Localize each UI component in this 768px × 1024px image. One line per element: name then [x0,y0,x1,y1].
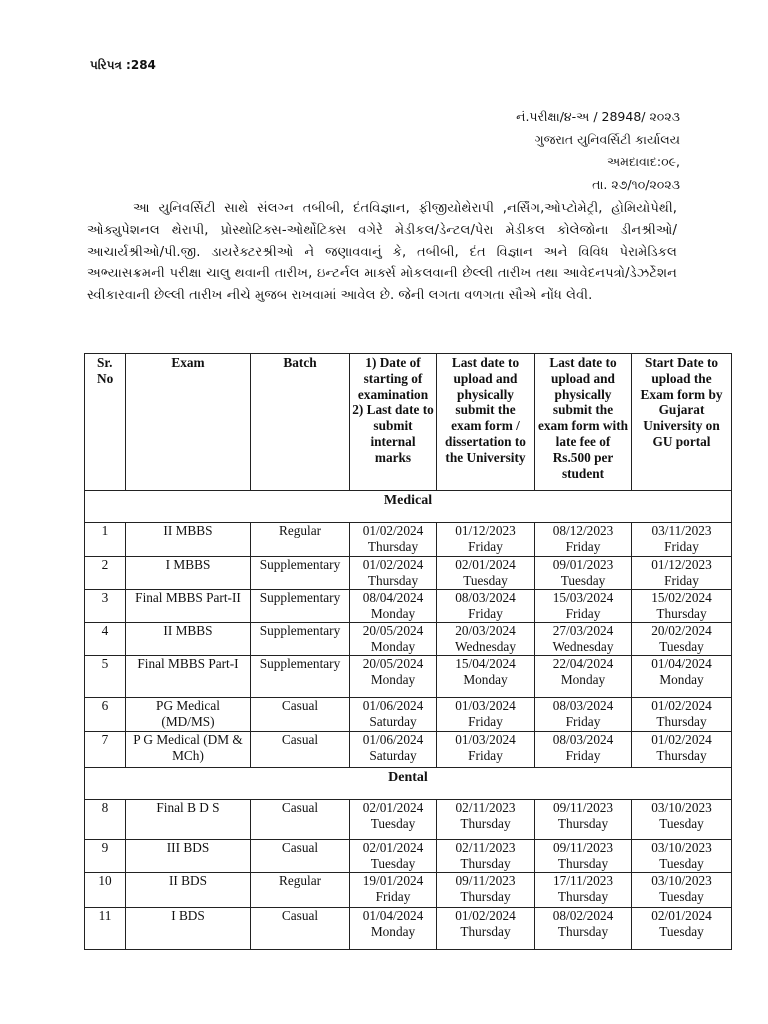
cell-last-date-late-fee [535,732,632,768]
date-value: 15/04/2024 [455,656,516,671]
cell-exam: I MBBS [126,557,251,590]
cell-last-date-late-fee [535,590,632,623]
cell-batch: Supplementary [251,557,350,590]
weekday-value: Monday [370,671,416,687]
cell-last-date-submit [437,656,535,698]
date-value: 20/05/2024 [362,623,424,638]
weekday-value: Thursday [460,888,511,904]
cell-last-date-submit [437,800,535,840]
reference-block [516,106,680,196]
cell-batch: Casual [251,800,350,840]
cell-last-date-late-fee [535,908,632,950]
date-value: 09/11/2023 [455,873,516,888]
weekday-value: Tuesday [560,572,606,588]
date-value: 20/05/2024 [362,656,424,671]
section-title: Dental [85,768,732,800]
date-value: 03/11/2023 [651,523,712,538]
weekday-value: Tuesday [659,923,704,939]
cell-portal-start-date [632,557,732,590]
table-row [85,590,732,623]
weekday-value: Tuesday [659,855,704,871]
intro-paragraph: આ યુનિવર્સિટી સાથે સંલગ્ન તબીબી, દંતવિજ્ઞાન, ફીજીયોથેરાપી ,નર્સિંગ,ઓપ્ટોમેટ્રી, હોમિયોપેથી, ઓક્યુપેશનલ થેરાપી, પ્રોસ્થોટિક્સ-ઓર્થોટિક્સ વગેરે મેડીકલ/ડેન્ટલ/પેરા મેડીકલ કોલેજોના ડીનશ્રીઓ/આચાર્યશ્રીઓ/પી.જી. ડાયરેક્ટરશ્રીઓ ને જણાવવાનું કે, તબીબી, દંત વિજ્ઞાન અને વિવિધ પેરામેડિકલ અભ્યાસક્રમની પરીક્ષા ચાલુ થવાની તારીખ, ઇન્ટર્નલ માર્ક્સ મોકલવાની છેલ્લી તારીખ તથા આવેદનપત્રો/ડેઝર્ટેશન સ્વીકારવાની છેલ્લી તારીખ નીચે મુજબ રાખવામાં આવેલ છે. જેની લગતા વળગતા સૌએ નોંધ લેવી. [87,201,677,304]
weekday-value: Friday [468,713,503,729]
weekday-value: Thursday [367,572,419,588]
cell-exam: Final B D S [126,800,251,840]
cell-last-date-late-fee [535,523,632,557]
date-value: 01/06/2024 [362,698,424,713]
date-value: 01/04/2024 [651,656,712,671]
date-value: 09/01/2023 [552,557,614,572]
weekday-value: Tuesday [659,638,704,654]
cell-exam-start-date [350,800,437,840]
weekday-value: Monday [370,638,416,654]
cell-exam: PG Medical (MD/MS) [126,698,251,732]
header-last-date-submit: Last date to upload and physically submit the exam form / dissertation to the University [437,354,535,491]
cell-batch: Regular [251,523,350,557]
weekday-value: Friday [565,713,601,729]
cell-last-date-late-fee [535,840,632,873]
cell-batch: Casual [251,698,350,732]
date-value: 03/10/2023 [651,840,712,855]
cell-portal-start-date [632,840,732,873]
cell-portal-start-date [632,590,732,623]
cell-exam: II MBBS [126,523,251,557]
cell-exam-start-date [350,873,437,908]
date-value: 02/11/2023 [455,840,516,855]
cell-last-date-submit [437,908,535,950]
circular-date: તા. ૨૭/૧૦/૨૦૨૩ [592,176,680,192]
table-row [85,840,732,873]
cell-last-date-late-fee [535,623,632,656]
weekday-value: Monday [560,671,606,687]
cell-batch: Casual [251,840,350,873]
weekday-value: Tuesday [659,888,704,904]
table-row [85,656,732,698]
date-value: 01/03/2024 [455,732,516,747]
cell-batch: Casual [251,732,350,768]
cell-sr-no: 2 [85,557,126,590]
cell-exam-start-date [350,732,437,768]
cell-exam: Final MBBS Part-I [126,656,251,698]
cell-batch: Supplementary [251,623,350,656]
date-value: 20/03/2024 [455,623,516,638]
date-value: 02/01/2024 [651,908,712,923]
date-value: 20/02/2024 [651,623,712,638]
date-value: 17/11/2023 [552,873,614,888]
header-last-date-late-fee: Last date to upload and physically submit the exam form with late fee of Rs.500 per student [535,354,632,491]
weekday-value: Friday [565,605,601,621]
cell-last-date-submit [437,557,535,590]
date-value: 02/01/2024 [455,557,516,572]
cell-exam: Final MBBS Part-II [126,590,251,623]
cell-batch: Supplementary [251,656,350,698]
date-value: 27/03/2024 [552,623,614,638]
cell-exam-start-date [350,840,437,873]
weekday-value: Saturday [369,713,417,729]
date-value: 08/03/2024 [455,590,516,605]
cell-exam-start-date [350,523,437,557]
cell-portal-start-date [632,698,732,732]
date-value: 03/10/2023 [651,873,712,888]
cell-last-date-submit [437,590,535,623]
cell-last-date-late-fee [535,557,632,590]
cell-exam-start-date [350,698,437,732]
weekday-value: Friday [565,747,601,763]
cell-sr-no: 3 [85,590,126,623]
date-value: 01/12/2023 [651,557,712,572]
weekday-value: Tuesday [659,815,704,831]
office-place: અમદાવાદ:૦૯, [606,154,680,169]
weekday-value: Friday [664,538,699,554]
date-value: 01/02/2024 [362,523,424,538]
date-value: 08/03/2024 [552,698,614,713]
weekday-value: Thursday [460,815,511,831]
cell-last-date-late-fee [535,873,632,908]
weekday-value: Friday [375,888,411,904]
table-body [85,491,732,950]
date-value: 02/01/2024 [362,840,424,855]
table-row [85,908,732,950]
weekday-value: Thursday [557,815,609,831]
weekday-value: Friday [468,605,503,621]
cell-last-date-submit [437,623,535,656]
cell-portal-start-date [632,908,732,950]
table-row [85,800,732,840]
cell-portal-start-date [632,523,732,557]
table-row [85,557,732,590]
weekday-value: Friday [664,572,699,588]
cell-exam-start-date [350,656,437,698]
cell-portal-start-date [632,873,732,908]
date-value: 01/12/2023 [455,523,516,538]
weekday-value: Thursday [557,855,609,871]
weekday-value: Thursday [367,538,419,554]
weekday-value: Tuesday [370,855,416,871]
cell-batch: Supplementary [251,590,350,623]
cell-exam-start-date [350,908,437,950]
weekday-value: Thursday [460,923,511,939]
cell-sr-no: 4 [85,623,126,656]
cell-sr-no: 9 [85,840,126,873]
cell-last-date-submit [437,873,535,908]
cell-sr-no: 8 [85,800,126,840]
date-value: 01/03/2024 [455,698,516,713]
date-value: 09/11/2023 [552,800,614,815]
table-header-row [85,354,732,491]
weekday-value: Friday [565,538,601,554]
cell-portal-start-date [632,623,732,656]
cell-batch: Regular [251,873,350,908]
date-value: 01/02/2024 [651,698,712,713]
cell-exam: III BDS [126,840,251,873]
date-value: 01/02/2024 [651,732,712,747]
cell-exam: II MBBS [126,623,251,656]
date-value: 08/04/2024 [362,590,424,605]
date-value: 01/04/2024 [362,908,424,923]
date-value: 02/11/2023 [455,800,516,815]
weekday-value: Thursday [460,855,511,871]
weekday-value: Thursday [656,713,707,729]
date-value: 03/10/2023 [651,800,712,815]
cell-sr-no: 5 [85,656,126,698]
cell-exam-start-date [350,623,437,656]
cell-sr-no: 10 [85,873,126,908]
cell-exam: I BDS [126,908,251,950]
cell-last-date-late-fee [535,656,632,698]
weekday-value: Wednesday [552,638,614,654]
date-value: 08/02/2024 [552,908,614,923]
table-row [85,523,732,557]
cell-exam-start-date [350,590,437,623]
cell-exam-start-date [350,557,437,590]
weekday-value: Monday [370,605,416,621]
weekday-value: Saturday [369,747,417,763]
cell-last-date-late-fee [535,800,632,840]
date-value: 22/04/2024 [552,656,614,671]
header-sr-no: Sr. No [85,354,126,491]
exam-schedule-table [84,353,732,950]
table-row [85,873,732,908]
weekday-value: Monday [659,671,704,687]
weekday-value: Monday [370,923,416,939]
weekday-value: Tuesday [370,815,416,831]
cell-last-date-submit [437,840,535,873]
section-row [85,491,732,523]
office-name: ગુજરાત યુનિવર્સિટી કાર્યાલય [534,131,680,147]
weekday-value: Friday [468,747,503,763]
cell-last-date-submit [437,698,535,732]
cell-portal-start-date [632,800,732,840]
date-value: 15/03/2024 [552,590,614,605]
date-value: 02/01/2024 [362,800,424,815]
cell-sr-no: 7 [85,732,126,768]
weekday-value: Thursday [656,605,707,621]
header-batch: Batch [251,354,350,491]
section-row [85,768,732,800]
cell-exam: II BDS [126,873,251,908]
cell-batch: Casual [251,908,350,950]
cell-last-date-submit [437,523,535,557]
cell-sr-no: 11 [85,908,126,950]
table-row [85,698,732,732]
reference-number: નં.પરીક્ષા/૪-અ / 28948/ ૨૦૨૩ [516,109,680,124]
cell-last-date-late-fee [535,698,632,732]
cell-last-date-submit [437,732,535,768]
date-value: 19/01/2024 [362,873,424,888]
cell-sr-no: 6 [85,698,126,732]
table-row [85,732,732,768]
weekday-value: Tuesday [463,572,508,588]
cell-portal-start-date [632,732,732,768]
date-value: 01/06/2024 [362,732,424,747]
cell-sr-no: 1 [85,523,126,557]
date-value: 01/02/2024 [362,557,424,572]
circular-number: પરિપત્ર :284 [90,58,156,72]
date-value: 15/02/2024 [651,590,712,605]
weekday-value: Thursday [557,923,609,939]
table-row [85,623,732,656]
weekday-value: Friday [468,538,503,554]
date-value: 01/02/2024 [455,908,516,923]
date-value: 08/12/2023 [552,523,614,538]
cell-portal-start-date [632,656,732,698]
cell-exam: P G Medical (DM & MCh) [126,732,251,768]
weekday-value: Thursday [557,888,609,904]
weekday-value: Thursday [656,747,707,763]
date-value: 09/11/2023 [552,840,614,855]
header-exam-start-date: 1) Date of starting of examination 2) Last date to submit internal marks [350,354,437,491]
section-title: Medical [85,491,732,523]
weekday-value: Wednesday [455,638,516,654]
weekday-value: Monday [463,671,508,687]
header-exam: Exam [126,354,251,491]
date-value: 08/03/2024 [552,732,614,747]
header-portal-start-date: Start Date to upload the Exam form by Gujarat University on GU portal [632,354,732,491]
